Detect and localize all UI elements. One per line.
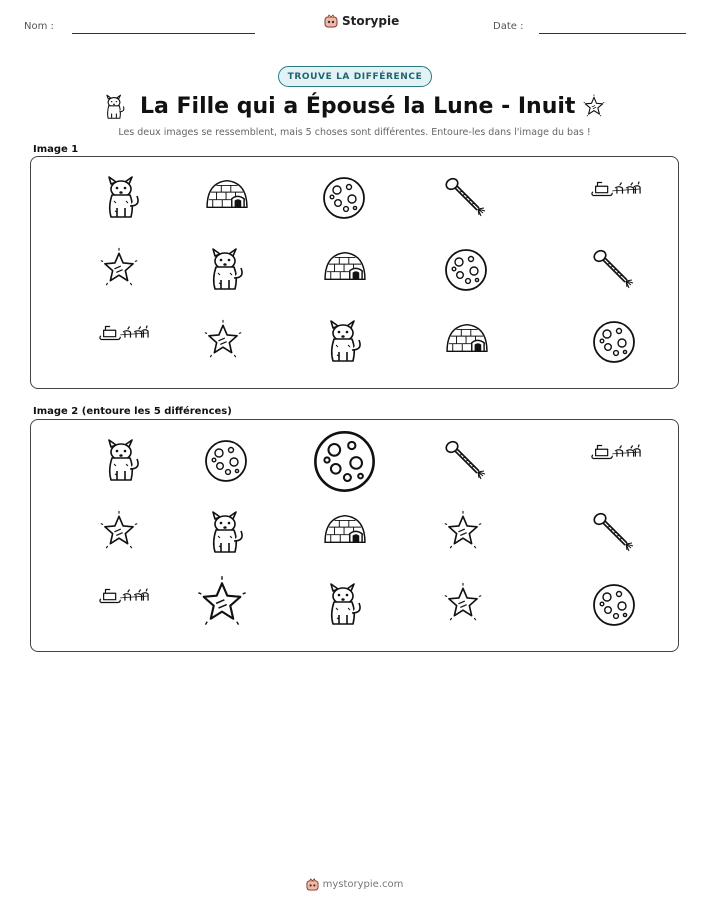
star-icon[interactable] — [443, 582, 483, 622]
footer-url: mystorypie.com — [322, 879, 404, 890]
dog-icon — [321, 319, 365, 363]
star-icon — [582, 94, 606, 122]
igloo-icon[interactable] — [321, 510, 369, 548]
dog-icon — [203, 247, 247, 291]
title-row — [0, 90, 709, 124]
instructions: Les deux images se ressemblent, mais 5 choses sont différentes. Entoure-les dans l'image du bas ! — [118, 127, 591, 138]
storypie-logo-icon — [306, 878, 319, 891]
image1-panel — [30, 156, 679, 389]
dog-icon — [99, 175, 143, 219]
image2-panel[interactable] — [30, 419, 679, 652]
rope-icon[interactable] — [443, 438, 487, 482]
star-icon[interactable] — [196, 575, 248, 627]
igloo-icon — [203, 175, 251, 213]
dog-icon — [101, 92, 127, 126]
sled-icon[interactable] — [99, 582, 149, 610]
image2-label: Image 2 (entoure les 5 différences) — [33, 406, 232, 417]
brand-name: Storypie — [342, 14, 400, 28]
sled-icon — [99, 319, 149, 347]
moon-icon[interactable] — [591, 582, 637, 628]
storypie-logo-icon — [324, 14, 338, 28]
date-label: Date : — [493, 21, 524, 32]
star-icon — [99, 247, 139, 287]
rope-icon — [591, 247, 635, 291]
star-icon — [203, 319, 243, 359]
brand-logo — [324, 14, 399, 28]
sled-icon — [591, 175, 641, 203]
image1-label: Image 1 — [33, 144, 79, 155]
moon-icon — [443, 247, 489, 293]
dog-icon[interactable] — [99, 438, 143, 482]
moon-icon[interactable] — [203, 438, 249, 484]
igloo-icon — [443, 319, 491, 357]
igloo-icon — [321, 247, 369, 285]
sled-icon[interactable] — [591, 438, 641, 466]
moon-icon[interactable] — [311, 428, 378, 495]
star-icon[interactable] — [443, 510, 483, 550]
dog-icon[interactable] — [203, 510, 247, 554]
dog-icon[interactable] — [321, 582, 365, 626]
name-label: Nom : — [24, 21, 54, 32]
rope-icon[interactable] — [591, 510, 635, 554]
activity-badge: TROUVE LA DIFFÉRENCE — [278, 66, 432, 87]
star-icon[interactable] — [99, 510, 139, 550]
page-title: La Fille qui a Épousé la Lune - Inuit — [140, 94, 576, 119]
date-line[interactable] — [539, 33, 686, 34]
footer — [0, 878, 709, 891]
moon-icon — [321, 175, 367, 221]
rope-icon — [443, 175, 487, 219]
moon-icon — [591, 319, 637, 365]
name-line[interactable] — [72, 33, 255, 34]
